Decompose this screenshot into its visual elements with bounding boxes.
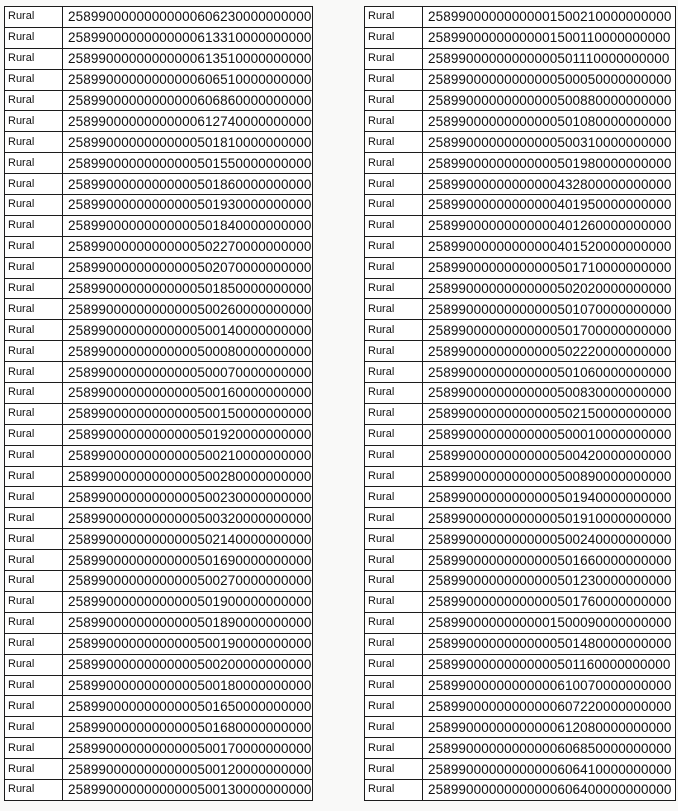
table-row [5, 299, 313, 320]
table-row [365, 612, 676, 633]
area-type-cell: Rural [365, 7, 423, 28]
code-number-cell: 25899000000000000501710000000000 [423, 257, 676, 278]
table-row [5, 550, 313, 571]
area-type-cell: Rural [365, 27, 423, 48]
table-row [5, 466, 313, 487]
table-row [5, 403, 313, 424]
code-number-cell: 25899000000000000500210000000000 [63, 445, 313, 466]
area-type-cell: Rural [5, 153, 63, 174]
area-type-cell: Rural [5, 320, 63, 341]
table-row [5, 27, 313, 48]
table-row [365, 654, 676, 675]
table-row [5, 257, 313, 278]
area-type-cell: Rural [365, 278, 423, 299]
code-number-cell: 25899000000000000501680000000000 [63, 717, 313, 738]
area-type-cell: Rural [5, 69, 63, 90]
area-type-cell: Rural [365, 362, 423, 383]
table-row [5, 362, 313, 383]
area-type-cell: Rural [5, 529, 63, 550]
code-number-cell: 25899000000000000501930000000000 [63, 195, 313, 216]
table-row [365, 320, 676, 341]
code-number-cell: 25899000000000000612740000000000 [63, 111, 313, 132]
code-number-cell: 25899000000000000500190000000000 [63, 633, 313, 654]
code-number-cell: 25899000000000000501480000000000 [423, 633, 676, 654]
code-number-cell: 25899000000000000500180000000000 [63, 675, 313, 696]
table-row [365, 236, 676, 257]
code-number-cell: 25899000000000000502070000000000 [63, 257, 313, 278]
area-type-cell: Rural [365, 591, 423, 612]
code-number-cell: 25899000000000000500130000000000 [63, 779, 313, 800]
area-type-cell: Rural [5, 779, 63, 800]
code-number-cell: 25899000000000000500830000000000 [423, 383, 676, 404]
table-row [365, 445, 676, 466]
area-type-cell: Rural [5, 257, 63, 278]
code-number-cell: 25899000000000000501920000000000 [63, 424, 313, 445]
code-number-cell: 25899000000000000502150000000000 [423, 403, 676, 424]
table-row [365, 215, 676, 236]
code-number-cell: 25899000000000000606410000000000 [423, 759, 676, 780]
code-number-cell: 25899000000000000500280000000000 [63, 466, 313, 487]
table-row [5, 341, 313, 362]
code-number-cell: 25899000000000000500080000000000 [63, 341, 313, 362]
table-row [365, 738, 676, 759]
code-number-cell: 25899000000000000401260000000000 [423, 215, 676, 236]
code-number-cell: 25899000000000001500110000000000 [423, 27, 676, 48]
code-number-cell: 25899000000000000501070000000000 [423, 299, 676, 320]
table-row [365, 466, 676, 487]
table-row [365, 27, 676, 48]
area-type-cell: Rural [365, 341, 423, 362]
area-type-cell: Rural [365, 132, 423, 153]
code-number-cell: 25899000000000000606860000000000 [63, 90, 313, 111]
area-type-cell: Rural [5, 299, 63, 320]
code-number-cell: 25899000000000000501060000000000 [423, 362, 676, 383]
table-row [5, 278, 313, 299]
code-number-cell: 25899000000000000500160000000000 [63, 383, 313, 404]
code-number-cell: 25899000000000000501850000000000 [63, 278, 313, 299]
area-type-cell: Rural [365, 759, 423, 780]
table-row [5, 529, 313, 550]
table-row [5, 132, 313, 153]
code-number-cell: 25899000000000000501660000000000 [423, 550, 676, 571]
table-row [5, 236, 313, 257]
area-type-cell: Rural [365, 612, 423, 633]
table-row [5, 215, 313, 236]
area-type-cell: Rural [365, 508, 423, 529]
area-type-cell: Rural [5, 424, 63, 445]
table-row [5, 69, 313, 90]
code-number-cell: 25899000000000000607220000000000 [423, 696, 676, 717]
table-row [365, 278, 676, 299]
code-number-cell: 25899000000000000501550000000000 [63, 153, 313, 174]
area-type-cell: Rural [5, 362, 63, 383]
code-number-cell: 25899000000000000606230000000000 [63, 7, 313, 28]
table-row [5, 696, 313, 717]
table-row [5, 445, 313, 466]
table-row [365, 717, 676, 738]
table-row [365, 90, 676, 111]
code-number-cell: 25899000000000001500090000000000 [423, 612, 676, 633]
area-type-cell: Rural [365, 696, 423, 717]
code-number-cell: 25899000000000000501690000000000 [63, 550, 313, 571]
code-number-cell: 25899000000000000500200000000000 [63, 654, 313, 675]
table-row [365, 424, 676, 445]
code-number-cell: 25899000000000000501700000000000 [423, 320, 676, 341]
code-number-cell: 25899000000000000606850000000000 [423, 738, 676, 759]
table-row [365, 48, 676, 69]
code-number-cell: 25899000000000000502270000000000 [63, 236, 313, 257]
area-type-cell: Rural [365, 529, 423, 550]
table-row [5, 195, 313, 216]
area-type-cell: Rural [365, 48, 423, 69]
area-type-cell: Rural [365, 257, 423, 278]
table-row [365, 779, 676, 800]
code-number-cell: 25899000000000000500880000000000 [423, 90, 676, 111]
code-number-cell: 25899000000000000500140000000000 [63, 320, 313, 341]
area-type-cell: Rural [5, 445, 63, 466]
code-number-cell: 25899000000000000501840000000000 [63, 215, 313, 236]
code-number-cell: 25899000000000000502220000000000 [423, 341, 676, 362]
area-type-cell: Rural [365, 174, 423, 195]
code-number-cell: 25899000000000000500420000000000 [423, 445, 676, 466]
table-row [365, 759, 676, 780]
area-type-cell: Rural [5, 27, 63, 48]
code-number-cell: 25899000000000000500070000000000 [63, 362, 313, 383]
area-type-cell: Rural [365, 69, 423, 90]
area-type-cell: Rural [365, 633, 423, 654]
table-row [365, 529, 676, 550]
table-row [5, 7, 313, 28]
code-number-cell: 25899000000000000501810000000000 [63, 132, 313, 153]
table-row [5, 612, 313, 633]
code-number-cell: 25899000000000000432800000000000 [423, 174, 676, 195]
area-type-cell: Rural [365, 487, 423, 508]
table-row [5, 633, 313, 654]
area-type-cell: Rural [365, 717, 423, 738]
code-number-cell: 25899000000000000500150000000000 [63, 403, 313, 424]
code-number-cell: 25899000000000000613310000000000 [63, 27, 313, 48]
table-row [5, 675, 313, 696]
table-row [365, 508, 676, 529]
area-type-cell: Rural [5, 508, 63, 529]
code-number-cell: 25899000000000000502140000000000 [63, 529, 313, 550]
table-row [365, 132, 676, 153]
area-type-cell: Rural [5, 48, 63, 69]
code-number-cell: 25899000000000000501160000000000 [423, 654, 676, 675]
code-number-cell: 25899000000000000606510000000000 [63, 69, 313, 90]
table-row [5, 717, 313, 738]
area-type-cell: Rural [5, 174, 63, 195]
table-row [5, 654, 313, 675]
table-row [365, 696, 676, 717]
table-row [5, 571, 313, 592]
area-type-cell: Rural [5, 466, 63, 487]
table-row [5, 111, 313, 132]
table-row [365, 571, 676, 592]
area-type-cell: Rural [5, 717, 63, 738]
code-number-cell: 25899000000000000500890000000000 [423, 466, 676, 487]
code-number-cell: 25899000000000000500230000000000 [63, 487, 313, 508]
area-type-cell: Rural [5, 738, 63, 759]
code-number-cell: 25899000000000000401520000000000 [423, 236, 676, 257]
table-row [5, 487, 313, 508]
area-type-cell: Rural [365, 675, 423, 696]
area-type-cell: Rural [365, 320, 423, 341]
table-row [5, 383, 313, 404]
table-row [365, 633, 676, 654]
area-type-cell: Rural [365, 738, 423, 759]
right-code-table [364, 6, 676, 801]
area-type-cell: Rural [365, 383, 423, 404]
table-row [5, 48, 313, 69]
table-row [5, 90, 313, 111]
area-type-cell: Rural [365, 299, 423, 320]
area-type-cell: Rural [5, 403, 63, 424]
table-row [365, 69, 676, 90]
area-type-cell: Rural [5, 90, 63, 111]
area-type-cell: Rural [365, 90, 423, 111]
code-number-cell: 25899000000000000610070000000000 [423, 675, 676, 696]
code-number-cell: 25899000000000000500310000000000 [423, 132, 676, 153]
table-row [365, 550, 676, 571]
area-type-cell: Rural [365, 571, 423, 592]
table-row [365, 7, 676, 28]
code-number-cell: 25899000000000000501230000000000 [423, 571, 676, 592]
code-number-cell: 25899000000000000500050000000000 [423, 69, 676, 90]
code-number-cell: 25899000000000000500240000000000 [423, 529, 676, 550]
code-number-cell: 25899000000000000501900000000000 [63, 591, 313, 612]
code-number-cell: 25899000000000000501910000000000 [423, 508, 676, 529]
table-row [365, 299, 676, 320]
table-row [365, 257, 676, 278]
code-number-cell: 25899000000000000501760000000000 [423, 591, 676, 612]
code-number-cell: 25899000000000000501890000000000 [63, 612, 313, 633]
table-row [5, 591, 313, 612]
area-type-cell: Rural [365, 236, 423, 257]
area-type-cell: Rural [5, 571, 63, 592]
table-row [5, 153, 313, 174]
code-number-cell: 25899000000000001500210000000000 [423, 7, 676, 28]
table-row [365, 675, 676, 696]
area-type-cell: Rural [5, 675, 63, 696]
area-type-cell: Rural [5, 550, 63, 571]
table-row [365, 111, 676, 132]
code-number-cell: 25899000000000000612080000000000 [423, 717, 676, 738]
area-type-cell: Rural [365, 195, 423, 216]
code-number-cell: 25899000000000000501940000000000 [423, 487, 676, 508]
area-type-cell: Rural [5, 759, 63, 780]
area-type-cell: Rural [365, 779, 423, 800]
table-row [365, 487, 676, 508]
table-row [5, 759, 313, 780]
area-type-cell: Rural [5, 195, 63, 216]
table-row [365, 362, 676, 383]
table-row [365, 591, 676, 612]
area-type-cell: Rural [365, 424, 423, 445]
area-type-cell: Rural [5, 132, 63, 153]
code-number-cell: 25899000000000000500120000000000 [63, 759, 313, 780]
table-row [365, 341, 676, 362]
area-type-cell: Rural [365, 445, 423, 466]
table-row [5, 174, 313, 195]
code-number-cell: 25899000000000000501860000000000 [63, 174, 313, 195]
area-type-cell: Rural [365, 153, 423, 174]
area-type-cell: Rural [365, 466, 423, 487]
area-type-cell: Rural [5, 696, 63, 717]
area-type-cell: Rural [5, 383, 63, 404]
area-type-cell: Rural [5, 654, 63, 675]
area-type-cell: Rural [5, 341, 63, 362]
code-number-cell: 25899000000000000401950000000000 [423, 195, 676, 216]
code-number-cell: 25899000000000000502020000000000 [423, 278, 676, 299]
area-type-cell: Rural [365, 215, 423, 236]
table-row [365, 403, 676, 424]
table-row [5, 738, 313, 759]
table-row [365, 383, 676, 404]
area-type-cell: Rural [5, 111, 63, 132]
area-type-cell: Rural [365, 550, 423, 571]
code-number-cell: 25899000000000000501080000000000 [423, 111, 676, 132]
left-code-table [4, 6, 313, 801]
code-number-cell: 25899000000000000500010000000000 [423, 424, 676, 445]
area-type-cell: Rural [5, 612, 63, 633]
table-row [365, 195, 676, 216]
code-number-cell: 25899000000000000500320000000000 [63, 508, 313, 529]
area-type-cell: Rural [5, 215, 63, 236]
code-number-cell: 25899000000000000501110000000000 [423, 48, 676, 69]
area-type-cell: Rural [365, 111, 423, 132]
area-type-cell: Rural [5, 7, 63, 28]
table-row [5, 320, 313, 341]
area-type-cell: Rural [365, 403, 423, 424]
table-row [365, 153, 676, 174]
table-row [365, 174, 676, 195]
code-number-cell: 25899000000000000500270000000000 [63, 571, 313, 592]
table-row [5, 779, 313, 800]
area-type-cell: Rural [5, 236, 63, 257]
code-number-cell: 25899000000000000501650000000000 [63, 696, 313, 717]
code-number-cell: 25899000000000000501980000000000 [423, 153, 676, 174]
code-number-cell: 25899000000000000500260000000000 [63, 299, 313, 320]
code-number-cell: 25899000000000000613510000000000 [63, 48, 313, 69]
area-type-cell: Rural [5, 591, 63, 612]
code-number-cell: 25899000000000000606400000000000 [423, 779, 676, 800]
area-type-cell: Rural [5, 487, 63, 508]
area-type-cell: Rural [5, 278, 63, 299]
area-type-cell: Rural [365, 654, 423, 675]
table-row [5, 508, 313, 529]
table-row [5, 424, 313, 445]
area-type-cell: Rural [5, 633, 63, 654]
code-number-cell: 25899000000000000500170000000000 [63, 738, 313, 759]
